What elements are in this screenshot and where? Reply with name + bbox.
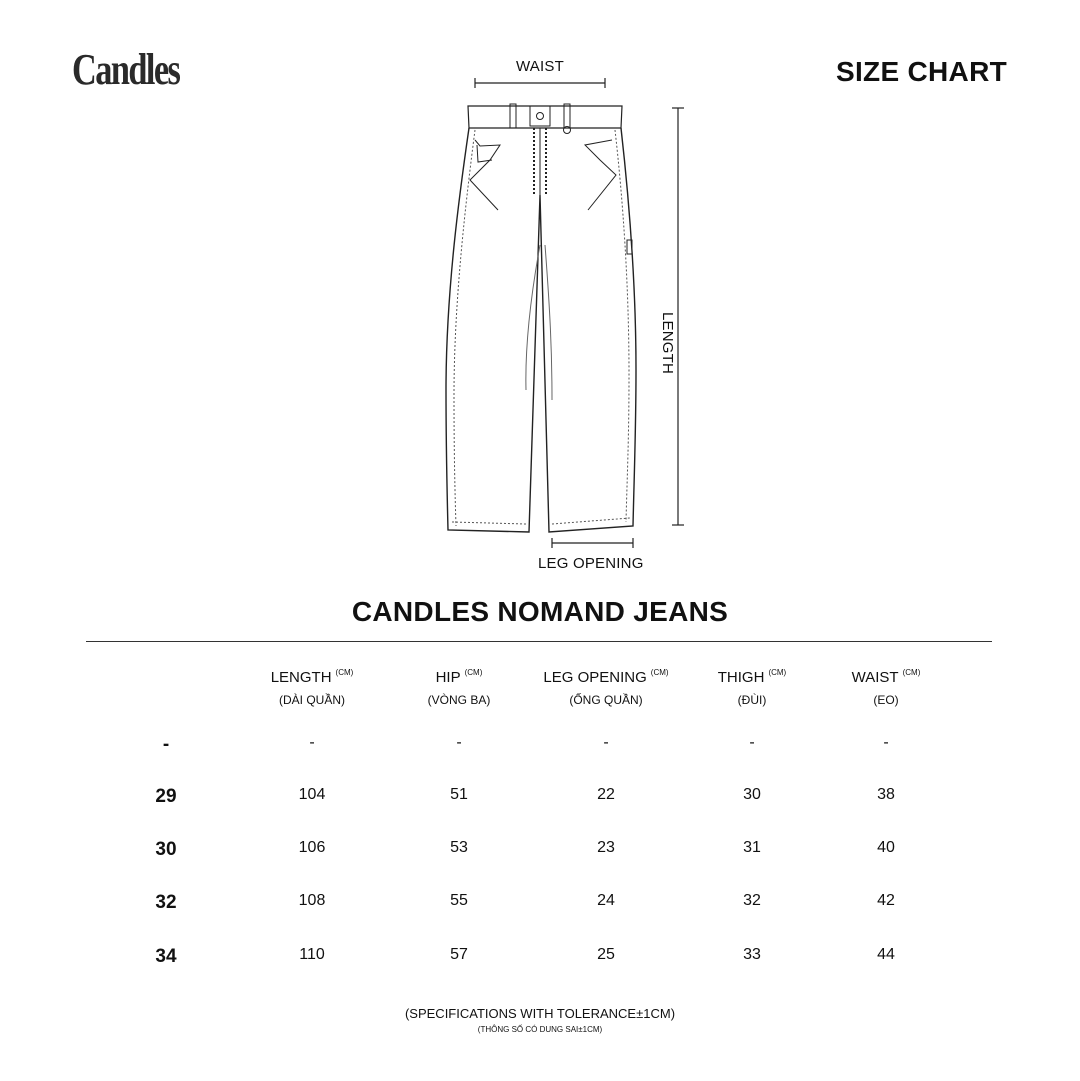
waist-cell: 42 [877, 892, 895, 909]
hip-cell: 51 [450, 786, 468, 803]
table-row [0, 734, 1080, 764]
thigh-cell: 30 [743, 786, 761, 803]
column-sublabel: (ĐÙI) [737, 693, 767, 707]
size-cell: - [162, 734, 170, 755]
hip-cell: - [456, 734, 462, 751]
unit-label: (CM) [902, 668, 921, 677]
column-header-length [271, 668, 354, 707]
column-label: LENGTH [270, 669, 332, 686]
table-row [0, 786, 1080, 816]
leg-opening-cell: 24 [597, 892, 615, 909]
unit-label: (CM) [650, 668, 669, 677]
column-sublabel: (VÒNG BA) [427, 693, 491, 707]
table-row [0, 946, 1080, 976]
unit-label: (CM) [335, 668, 354, 677]
length-cell: - [309, 734, 315, 751]
length-cell: 108 [298, 892, 326, 909]
waist-cell: - [883, 734, 889, 751]
tolerance-note-vietnamese: (THÔNG SỐ CÓ DUNG SAI±1CM) [477, 1025, 603, 1034]
length-cell: 106 [298, 839, 326, 856]
size-cell: 32 [155, 892, 177, 913]
brand-logo: Candles [72, 45, 180, 94]
waist-cell: 40 [877, 839, 895, 856]
table-row [0, 892, 1080, 922]
size-cell: 29 [155, 786, 177, 807]
size-cell: 30 [155, 839, 177, 860]
leg-opening-cell: - [603, 734, 609, 751]
leg-opening-cell: 23 [597, 839, 615, 856]
thigh-cell: 33 [743, 946, 761, 963]
waist-label: WAIST [516, 58, 564, 75]
waist-cell: 38 [877, 786, 895, 803]
leg-opening-label: LEG OPENING [538, 555, 644, 572]
product-title: CANDLES NOMAND JEANS [351, 596, 729, 627]
size-cell: 34 [155, 946, 177, 967]
column-header-leg-opening [543, 668, 668, 707]
thigh-cell: 31 [743, 839, 761, 856]
jeans-illustration [380, 50, 750, 590]
hip-cell: 55 [450, 892, 468, 909]
column-sublabel: (EO) [873, 693, 899, 707]
column-label: HIP [435, 669, 461, 686]
title-divider [86, 641, 992, 642]
unit-label: (CM) [768, 668, 787, 677]
thigh-cell: 32 [743, 892, 761, 909]
waist-cell: 44 [877, 946, 895, 963]
column-header-thigh [718, 668, 786, 707]
column-header-hip [428, 668, 491, 707]
tolerance-note: (SPECIFICATIONS WITH TOLERANCE±1CM) [404, 1006, 676, 1021]
thigh-cell: - [749, 734, 755, 751]
leg-opening-cell: 22 [597, 786, 615, 803]
column-label: WAIST [851, 669, 899, 686]
column-header-waist [852, 668, 921, 707]
leg-opening-cell: 25 [597, 946, 615, 963]
hip-cell: 57 [450, 946, 468, 963]
unit-label: (CM) [464, 668, 483, 677]
page-title: SIZE CHART [836, 56, 1007, 87]
jeans-diagram [380, 50, 750, 590]
length-label: LENGTH [659, 312, 676, 375]
column-sublabel: (ỐNG QUẦN) [569, 693, 643, 707]
column-label: LEG OPENING [543, 669, 647, 686]
column-sublabel: (DÀI QUẦN) [279, 693, 345, 707]
hip-cell: 53 [450, 839, 468, 856]
table-row [0, 839, 1080, 869]
length-cell: 104 [298, 786, 326, 803]
column-label: THIGH [717, 669, 765, 686]
length-cell: 110 [299, 946, 325, 963]
